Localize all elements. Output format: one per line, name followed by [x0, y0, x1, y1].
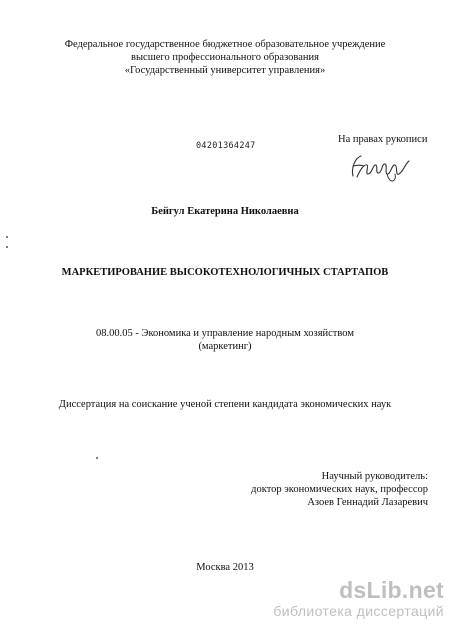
institution-line-1: Федеральное государственное бюджетное образовательное учреждение: [64, 39, 386, 50]
scan-speck: [6, 236, 8, 238]
city-year: Москва 2013: [196, 562, 254, 573]
supervisor-rank: доктор экономических наук, профессор: [251, 484, 428, 495]
specialty-line-1: 08.00.05 - Экономика и управление народным хозяйством: [96, 328, 354, 339]
specialty-line-2: (маркетинг): [198, 341, 252, 352]
institution-line-2: высшего профессионального образования: [131, 52, 319, 63]
supervisor-name: Азоев Геннадий Лазаревич: [307, 497, 428, 508]
scan-speck: [96, 457, 98, 459]
author-name: Бейгул Екатерина Николаевна: [151, 206, 299, 217]
rights-label: На правах рукописи: [338, 134, 428, 145]
watermark-brand: dsLib.net: [339, 577, 444, 603]
handwritten-signature: [347, 150, 415, 184]
watermark-subtitle: библиотека диссертаций: [273, 603, 444, 619]
watermark: [259, 577, 444, 623]
scan-speck: [6, 246, 8, 248]
dissertation-title: МАРКЕТИРОВАНИЕ ВЫСОКОТЕХНОЛОГИЧНЫХ СТАРТАПОВ: [61, 267, 389, 278]
supervisor-label: Научный руководитель:: [321, 471, 428, 482]
degree-statement: Диссертация на соискание ученой степени кандидата экономических наук: [58, 399, 392, 410]
institution-line-3: «Государственный университет управления»: [124, 65, 326, 76]
serial-number: 04201364247: [196, 141, 256, 151]
